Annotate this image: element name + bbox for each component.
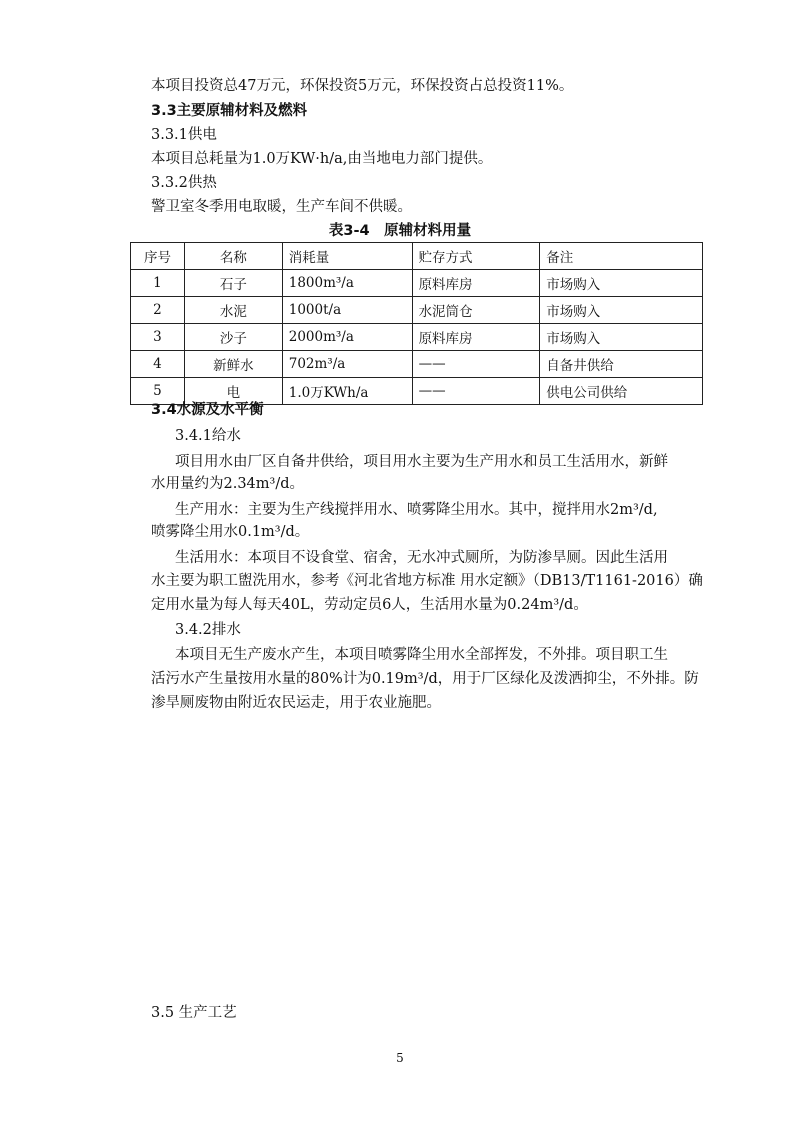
table-cell: 1000t/a	[282, 297, 412, 324]
table-cell: 水泥筒仓	[412, 297, 540, 324]
table-cell: 1	[131, 270, 185, 297]
section-heading-3-4: 3.4水源及水平衡	[151, 402, 264, 418]
investment-paragraph: 本项目投资总47万元，环保投资5万元，环保投资占总投资11%。	[151, 78, 574, 94]
water-supply-para-line: 水用量约为2.34m³/d。	[151, 476, 305, 492]
subsection-title-3-4-1: 3.4.1给水	[175, 428, 241, 444]
table-cell: 水泥	[184, 297, 282, 324]
water-supply-para-line: 项目用水由厂区自备井供给，项目用水主要为生产用水和员工生活用水，新鲜	[175, 454, 668, 470]
table-cell: 5	[131, 378, 185, 405]
header-cell: 贮存方式	[412, 243, 540, 270]
production-water-line: 喷雾降尘用水0.1m³/d。	[151, 524, 310, 540]
domestic-water-line: 定用水量为每人每天40L，劳动定员6人，生活用水量为0.24m³/d。	[151, 597, 588, 613]
header-cell: 消耗量	[282, 243, 412, 270]
header-cell: 序号	[131, 243, 185, 270]
power-supply-text: 本项目总耗量为1.0万KW·h/a,由当地电力部门提供。	[151, 151, 493, 167]
domestic-water-line: 生活用水：本项目不设食堂、宿舍，无水冲式厕所，为防渗旱厕。因此生活用	[175, 550, 668, 566]
table-cell: ——	[412, 378, 540, 405]
table-cell: 沙子	[184, 324, 282, 351]
table-cell: 新鲜水	[184, 351, 282, 378]
table-caption: 表3-4 原辅材料用量	[328, 223, 472, 239]
table-header-row	[131, 243, 703, 270]
header-cell: 备注	[540, 243, 703, 270]
table-cell: 电	[184, 378, 282, 405]
table-cell: 2000m³/a	[282, 324, 412, 351]
table-cell: 供电公司供给	[540, 378, 703, 405]
drainage-para-line: 活污水产生量按用水量的80%计为0.19m³/d，用于厂区绿化及泼洒抑尘，不外排。防	[151, 671, 699, 687]
drainage-para-line: 渗旱厕废物由附近农民运走，用于农业施肥。	[151, 695, 441, 711]
page-number: 5	[396, 1051, 404, 1065]
section-heading-3-3: 3.3主要原辅材料及燃料	[151, 103, 308, 119]
subsection-title-3-4-2: 3.4.2排水	[175, 622, 241, 638]
section-heading-3-5: 3.5 生产工艺	[151, 1005, 237, 1021]
table-cell: 702m³/a	[282, 351, 412, 378]
table-cell: ——	[412, 351, 540, 378]
table-cell: 1.0万KWh/a	[282, 378, 412, 405]
table-cell: 市场购入	[540, 270, 703, 297]
table-cell: 原料库房	[412, 324, 540, 351]
table-cell: 原料库房	[412, 270, 540, 297]
production-water-line: 生产用水：主要为生产线搅拌用水、喷雾降尘用水。其中，搅拌用水2m³/d,	[175, 502, 658, 518]
table-row	[131, 270, 703, 297]
table-row	[131, 324, 703, 351]
table-cell: 石子	[184, 270, 282, 297]
table-cell: 2	[131, 297, 185, 324]
table-cell: 3	[131, 324, 185, 351]
table-cell: 4	[131, 351, 185, 378]
table-cell: 1800m³/a	[282, 270, 412, 297]
table-cell: 市场购入	[540, 297, 703, 324]
materials-table	[130, 242, 703, 405]
header-cell: 名称	[184, 243, 282, 270]
table-row	[131, 297, 703, 324]
subsection-title-3-3-2: 3.3.2供热	[151, 175, 217, 191]
domestic-water-line: 水主要为职工盥洗用水，参考《河北省地方标准 用水定额》（DB13/T1161-2016）确	[151, 573, 703, 589]
subsection-title-3-3-1: 3.3.1供电	[151, 127, 217, 143]
drainage-para-line: 本项目无生产废水产生，本项目喷雾降尘用水全部挥发，不外排。项目职工生	[175, 647, 668, 663]
heating-text: 警卫室冬季用电取暖，生产车间不供暖。	[151, 199, 412, 215]
table-cell: 自备井供给	[540, 351, 703, 378]
table-row	[131, 351, 703, 378]
table-cell: 市场购入	[540, 324, 703, 351]
